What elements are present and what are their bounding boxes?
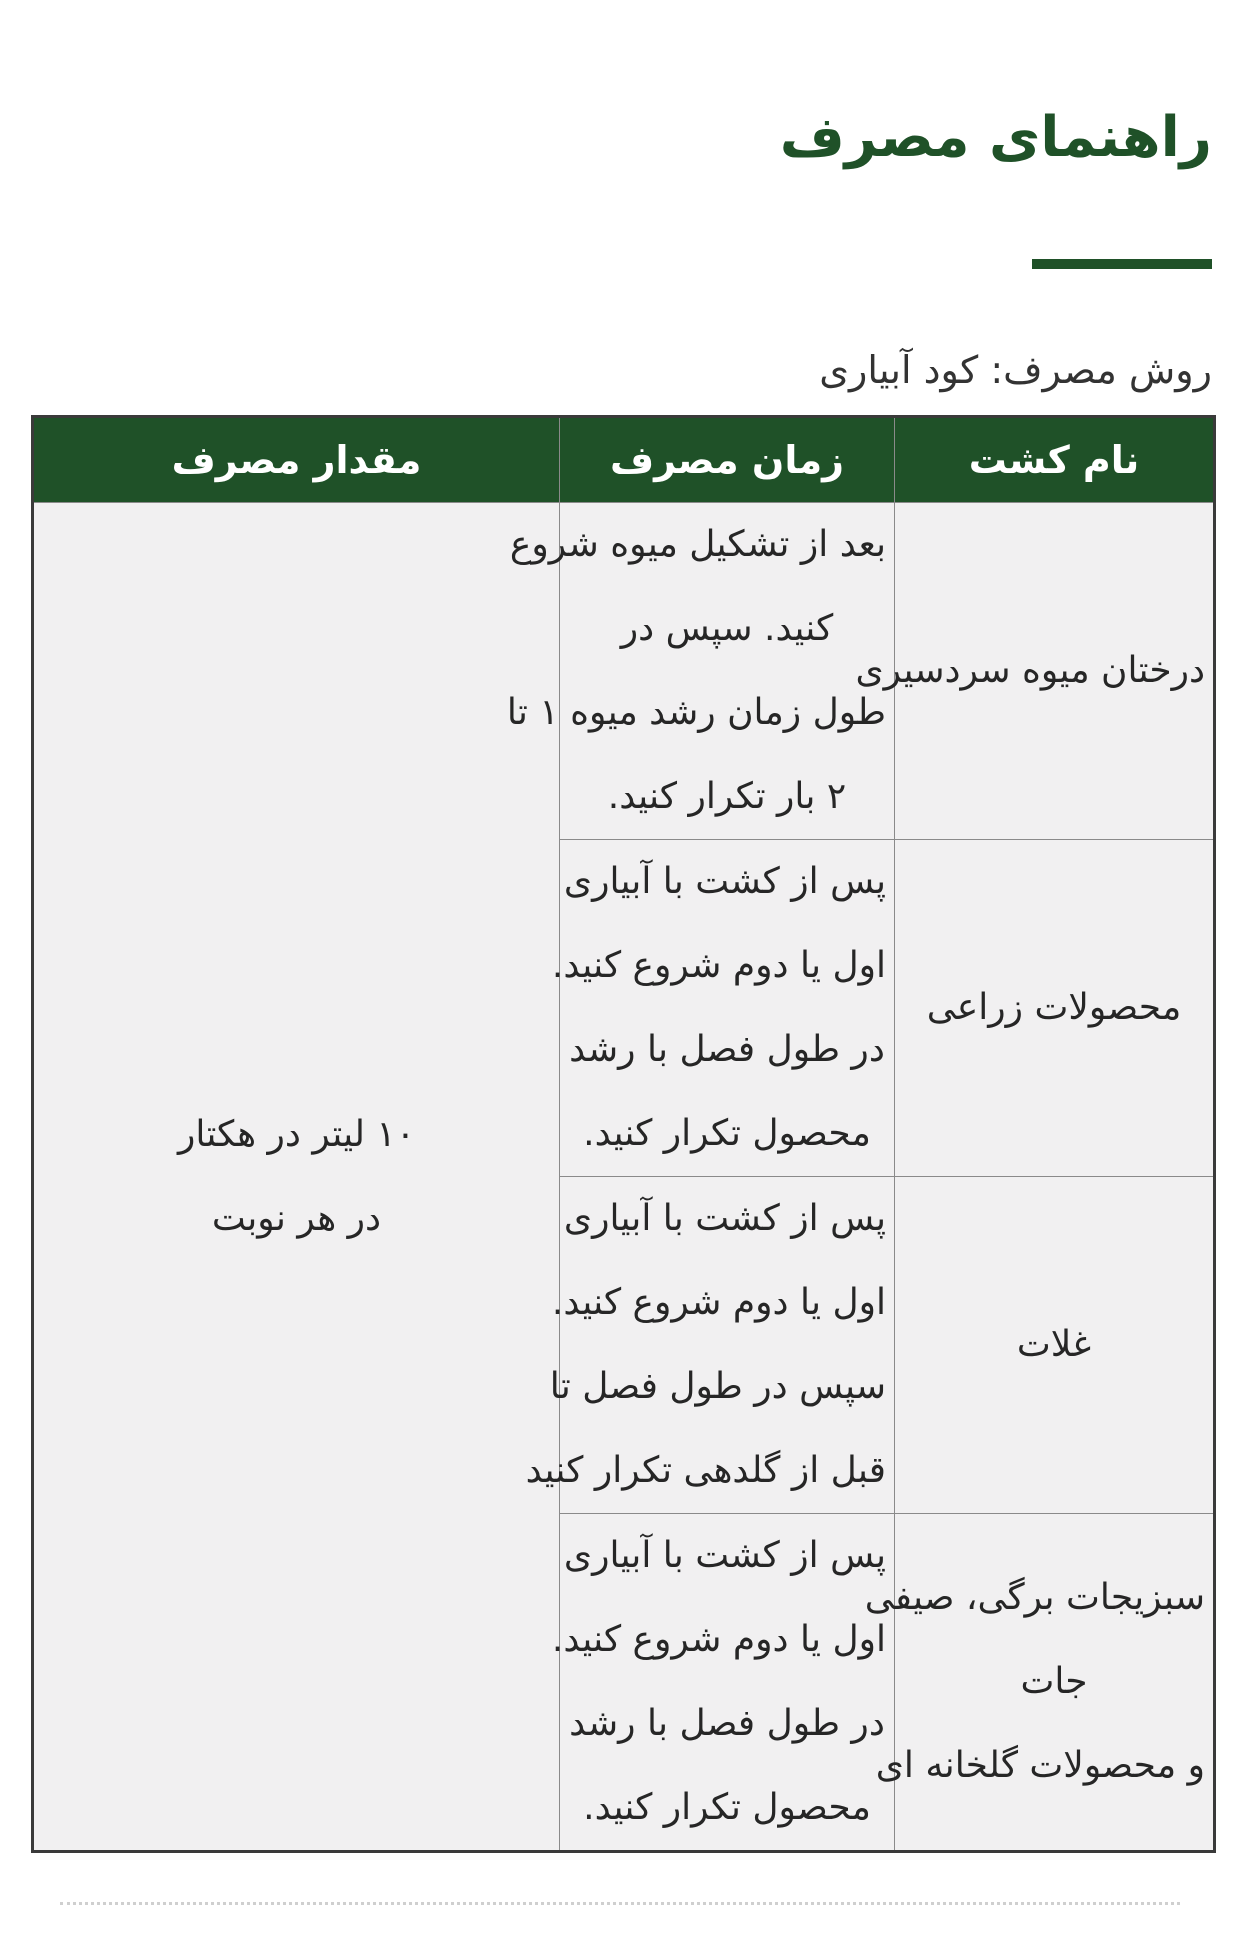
timing-text: کنید. سپس در [620,608,834,649]
title-underline [1032,259,1212,269]
crop-text: غلات [1016,1324,1092,1365]
crop-cell [895,1177,1215,1514]
header-usage-amount: مقدار مصرف [33,417,560,503]
amount-text: در هر نوبت [211,1197,382,1239]
timing-cell [506,503,895,840]
amount-text: ۱۰ لیتر در هکتار [177,1113,416,1155]
header-usage-time: زمان مصرف [560,417,895,503]
table-row [33,503,1215,840]
timing-text: محصول تکرار کنید. [583,1113,871,1154]
timing-text: پس از کشت با آبیاری [563,1535,886,1576]
timing-cell [525,1177,895,1514]
timing-text: سپس در طول فصل تا [549,1366,886,1407]
crop-cell [855,503,1215,840]
header-crop-name: نام کشت [895,417,1215,503]
crop-text: و محصولات گلخانه ای [875,1745,1205,1786]
crop-text: سبزیجات برگی، صیفی [864,1577,1205,1618]
crop-text: جات [1020,1661,1088,1702]
crop-text: محصولات زراعی [926,987,1182,1028]
timing-text: اول یا دوم شروع کنید. [551,1619,886,1660]
timing-text: اول یا دوم شروع کنید. [551,945,886,986]
timing-text: در طول فصل با رشد [569,1703,885,1744]
timing-cell [551,840,895,1177]
dotted-divider [60,1902,1180,1905]
timing-text: محصول تکرار کنید. [583,1787,871,1828]
timing-text: بعد از تشکیل میوه شروع [509,524,886,565]
timing-text: ۲ بار تکرار کنید. [607,776,847,817]
usage-table [31,415,1216,1853]
usage-method: روش مصرف: کود آبیاری [819,348,1212,392]
page-title: راهنمای مصرف [779,105,1212,170]
timing-cell [551,1514,895,1852]
table-header-row [33,417,1215,503]
timing-text: پس از کشت با آبیاری [563,861,886,902]
timing-text: قبل از گلدهی تکرار کنید [525,1450,886,1491]
timing-text: اول یا دوم شروع کنید. [551,1282,886,1323]
amount-cell [33,503,560,1852]
crop-cell [864,1514,1215,1852]
crop-text: درختان میوه سردسیری [855,650,1205,691]
crop-cell [895,840,1215,1177]
timing-text: در طول فصل با رشد [569,1029,885,1070]
timing-text: طول زمان رشد میوه ۱ تا [506,692,886,733]
timing-text: پس از کشت با آبیاری [563,1198,886,1239]
